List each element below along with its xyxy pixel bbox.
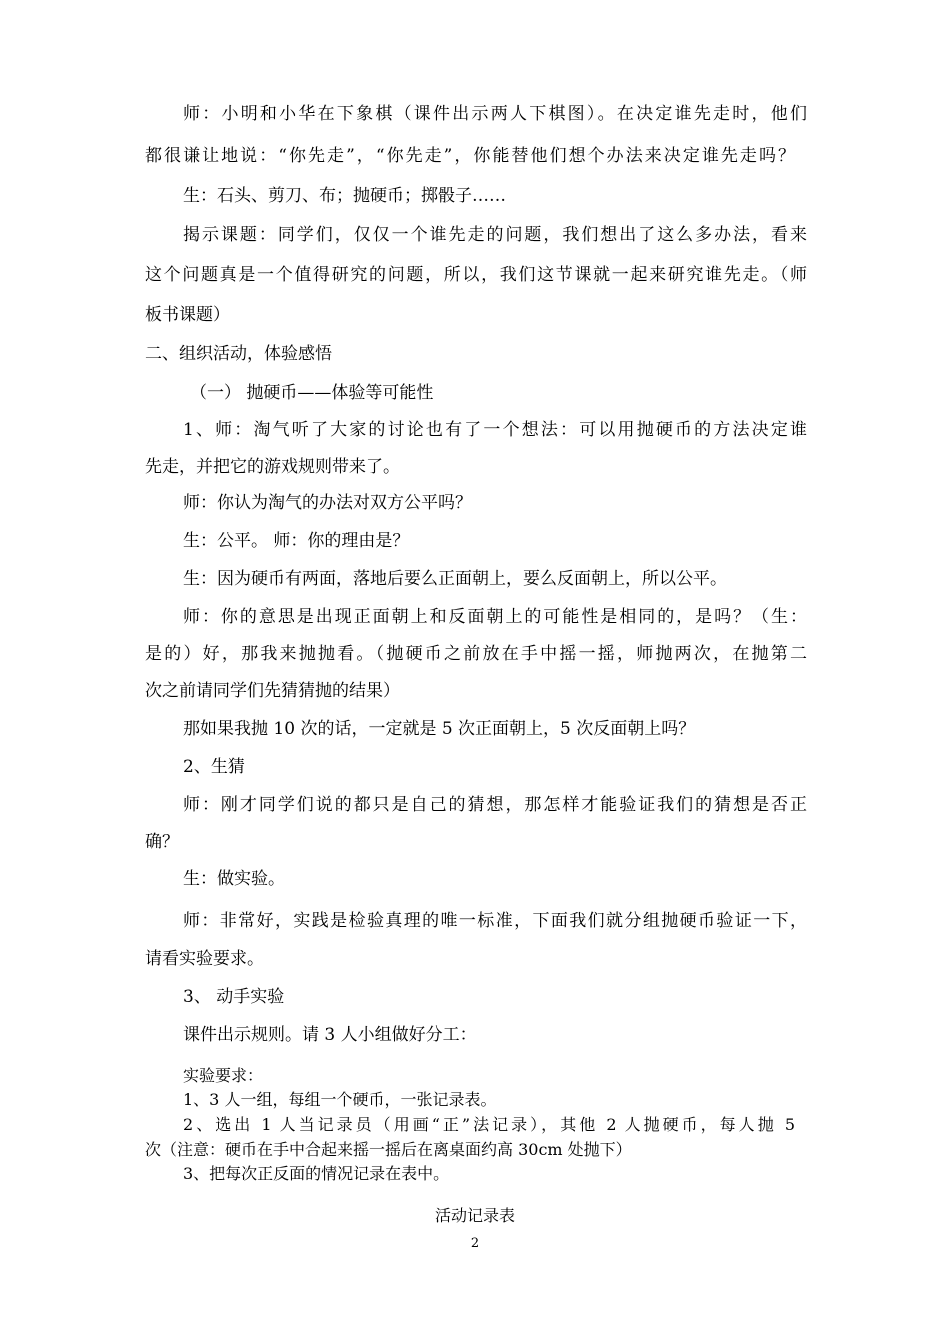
paragraph-line: 师：刚才同学们说的都只是自己的猜想，那怎样才能验证我们的猜想是否正 [183, 795, 807, 815]
paragraph-line: 课件出示规则。请 3 人小组做好分工： [183, 1025, 477, 1045]
paragraph-line: 次之前请同学们先猜猜抛的结果） [145, 681, 400, 701]
requirement-item: 1、3 人一组，每组一个硬币，一张记录表。 [183, 1090, 497, 1109]
paragraph-line: 3、 动手实验 [183, 987, 285, 1007]
paragraph-line: 都很谦让地说：“你先走”，“你先走”，你能替他们想个办法来决定谁先走吗？ [145, 146, 795, 166]
paragraph-line: 请看实验要求。 [145, 949, 264, 969]
paragraph-line: 师：小明和小华在下象棋（课件出示两人下棋图）。在决定谁先走时，他们 [183, 104, 807, 124]
paragraph-line: 生：公平。 师：你的理由是？ [183, 531, 410, 551]
paragraph-line: 1、师：淘气听了大家的讨论也有了一个想法：可以用抛硬币的方法决定谁 [183, 420, 807, 440]
paragraph-line: 确？ [145, 832, 179, 852]
page-number: 2 [470, 1236, 480, 1251]
paragraph-line: 揭示课题：同学们，仅仅一个谁先走的问题，我们想出了这么多办法，看来 [183, 225, 807, 245]
paragraph-line: 2、生猜 [183, 757, 245, 777]
paragraph-line: 师：非常好，实践是检验真理的唯一标准，下面我们就分组抛硬币验证一下， [183, 911, 807, 931]
paragraph-line: 先走，并把它的游戏规则带来了。 [145, 457, 400, 477]
paragraph-line: 这个问题真是一个值得研究的问题，所以，我们这节课就一起来研究谁先走。（师 [145, 265, 807, 285]
subsection-heading: （一） 抛硬币——体验等可能性 [190, 383, 434, 403]
paragraph-line: 师：你认为淘气的办法对双方公平吗？ [183, 493, 472, 513]
requirement-item: 次（注意：硬币在手中合起来摇一摇后在离桌面约高 30cm 处抛下） [145, 1140, 632, 1159]
section-heading: 二、组织活动，体验感悟 [145, 344, 332, 364]
paragraph-line: 那如果我抛 10 次的话，一定就是 5 次正面朝上，5 次反面朝上吗？ [183, 719, 696, 739]
paragraph-line: 生：石头、剪刀、布；抛硬币；掷骰子…… [183, 186, 506, 206]
requirement-item: 3、把每次正反面的情况记录在表中。 [183, 1164, 450, 1183]
paragraph-line: 生：做实验。 [183, 869, 285, 889]
paragraph-line: 师：你的意思是出现正面朝上和反面朝上的可能性是相同的，是吗？（生： [183, 607, 807, 627]
table-title: 活动记录表 [434, 1206, 515, 1225]
paragraph-line: 板书课题） [145, 305, 230, 325]
requirement-item: 2、选出 1 人当记录员（用画“正”法记录），其他 2 人抛硬币，每人抛 5 [183, 1115, 795, 1134]
requirements-title: 实验要求： [183, 1066, 264, 1085]
paragraph-line: 是的）好，那我来抛抛看。（抛硬币之前放在手中摇一摇，师抛两次，在抛第二 [145, 644, 807, 664]
paragraph-line: 生：因为硬币有两面，落地后要么正面朝上，要么反面朝上，所以公平。 [183, 569, 727, 589]
